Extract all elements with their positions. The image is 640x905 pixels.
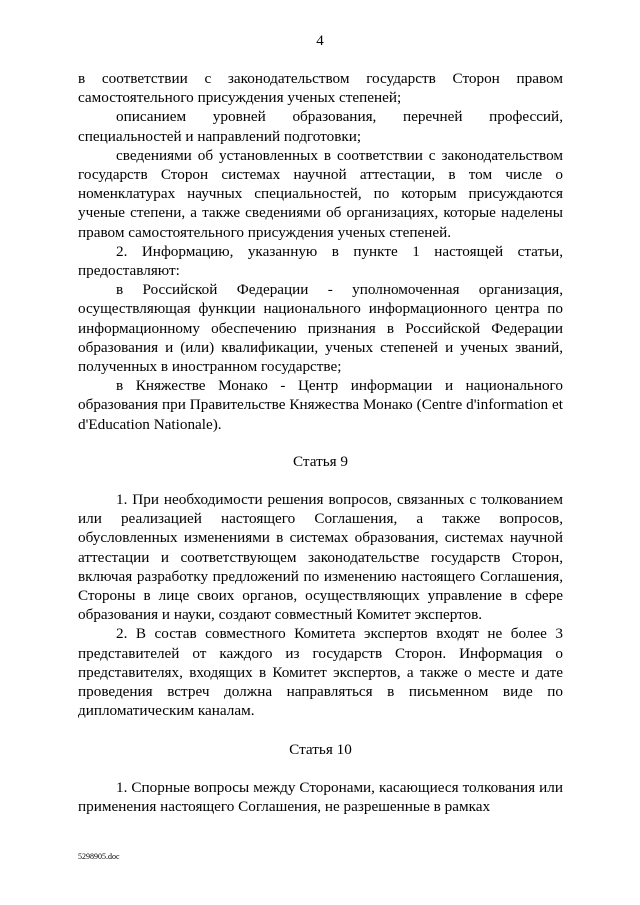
paragraph-russia-provider: в Российской Федерации - уполномоченная организация, осуществляющая функции национального информационного центра по информационному обеспечению признания в Российской Федерации образования и (или) квалификации, ученых степеней и ученых званий, полученных в иностранном государстве; — [78, 281, 563, 376]
article-10-paragraph-1: 1. Спорные вопросы между Сторонами, касающиеся толкования или применения настоящего Соглашения, не разрешенные в рамках — [78, 778, 563, 815]
paragraph-attestation-info: сведениями об установленных в соответствии с законодательством государств Сторон системах научной аттестации, в том числе о номенклатурах научных специальностей, по которым присуждаются ученые степени, а также сведениями об организациях, которые наделены правом самостоятельного присуждения ученых степеней. — [78, 146, 563, 241]
paragraph-monaco-provider: в Княжестве Монако - Центр информации и национального образования при Правительстве Княжества Монако (Centre d'information et d'Education Nationale). — [78, 377, 563, 433]
paragraph-continuation: в соответствии с законодательством государств Сторон правом самостоятельного присуждения ученых степеней; — [78, 70, 563, 107]
article-9-heading: Статья 9 — [292, 452, 349, 470]
article-10-heading: Статья 10 — [289, 740, 352, 758]
article-9-paragraph-1: 1. При необходимости решения вопросов, связанных с толкованием или реализацией настоящего Соглашения, а также вопросов, обусловленных изменениями в системах образования, системах научной аттестации и соответствующем законодательстве государств Сторон, включая разработку предложений по изменению настоящего Соглашения, Стороны в лице своих органов, осуществляющих управление в сфере образования и науки, создают совместный Комитет экспертов. — [78, 491, 563, 624]
page-number: 4 — [316, 33, 324, 49]
document-body — [78, 69, 563, 816]
paragraph-description-levels: описанием уровней образования, перечней профессий, специальностей и направлений подготовки; — [78, 108, 563, 145]
document-filename-footer: 5298905.doc — [78, 852, 120, 861]
paragraph-info-providers: 2. Информацию, указанную в пункте 1 настоящей статьи, предоставляют: — [78, 242, 563, 280]
article-9-paragraph-2: 2. В состав совместного Комитета экспертов входят не более 3 представителей от каждого из государств Сторон. Информация о представителях, входящих в Комитет экспертов, а также о месте и дате проведения встреч должна направляться в письменном виде по дипломатическим каналам. — [78, 625, 563, 720]
